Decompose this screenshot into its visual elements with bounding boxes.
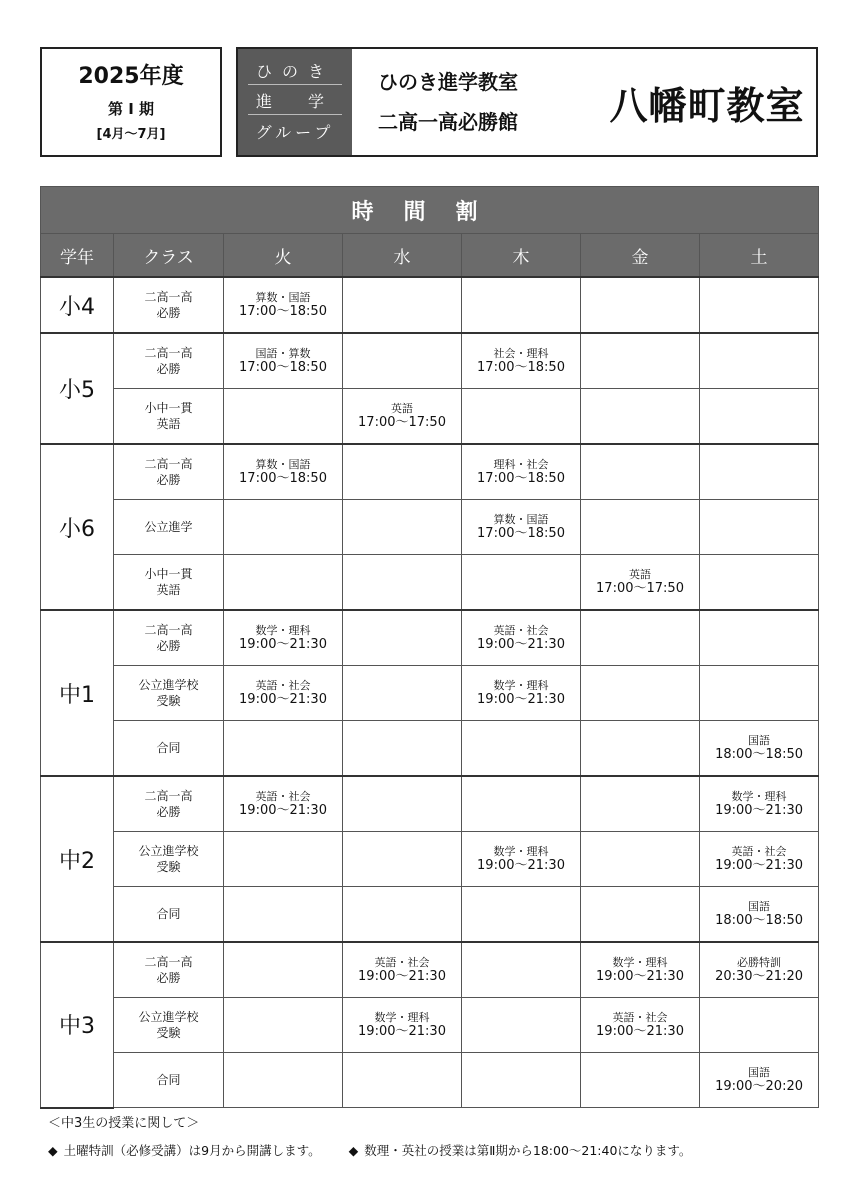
branch-name: 八幡町教室 (609, 83, 805, 128)
school-name-1: ひのき進学教室 (378, 70, 518, 94)
schedule-cell (581, 1053, 700, 1108)
schedule-cell: 英語・社会 19:00～21:30 (343, 942, 462, 998)
schedule-cell (224, 1053, 343, 1108)
diamond-icon: ◆ (48, 1143, 58, 1158)
timetable (40, 186, 819, 1109)
period-months: [4月～7月] (96, 127, 166, 142)
schedule-cell: 算数・国語 17:00～18:50 (224, 277, 343, 333)
table-row (41, 721, 819, 777)
table-row (41, 389, 819, 445)
schedule-cell: 英語 17:00～17:50 (581, 555, 700, 611)
class-cell: 合同 (114, 721, 224, 777)
schedule-cell (581, 776, 700, 832)
schedule-cell (462, 277, 581, 333)
schedule-cell (343, 610, 462, 666)
schedule-cell (224, 998, 343, 1053)
group-line-1: ひのき (248, 59, 342, 85)
note-item: ◆ 数理・英社の授業は第Ⅱ期から18:00～21:40になります。 (348, 1143, 692, 1158)
schedule-cell: 数学・理科 19:00～21:30 (224, 610, 343, 666)
schedule-cell: 英語・社会 19:00～21:30 (700, 832, 819, 887)
schedule-cell (343, 887, 462, 943)
schedule-cell: 数学・理科 19:00～21:30 (462, 832, 581, 887)
schedule-cell (581, 277, 700, 333)
schedule-cell (224, 555, 343, 611)
schedule-cell: 理科・社会 17:00～18:50 (462, 444, 581, 500)
class-cell: 公立進学校 受験 (114, 666, 224, 721)
schedule-cell: 英語・社会 19:00～21:30 (581, 998, 700, 1053)
schedule-cell (462, 555, 581, 611)
schedule-cell: 数学・理科 19:00～21:30 (343, 998, 462, 1053)
schedule-cell (581, 832, 700, 887)
schedule-cell (343, 555, 462, 611)
schedule-cell (343, 333, 462, 389)
schedule-cell (700, 389, 819, 445)
timetable-title: 時間割 (41, 187, 819, 234)
schedule-cell: 数学・理科 19:00～21:30 (581, 942, 700, 998)
schedule-cell: 数学・理科 19:00～21:30 (700, 776, 819, 832)
schedule-cell (700, 444, 819, 500)
table-row (41, 666, 819, 721)
table-row (41, 277, 819, 333)
schedule-cell (462, 1053, 581, 1108)
schedule-cell: 英語 17:00～17:50 (343, 389, 462, 445)
table-row (41, 333, 819, 389)
table-row (41, 776, 819, 832)
class-cell: 二高一高 必勝 (114, 444, 224, 500)
class-cell: 公立進学校 受験 (114, 832, 224, 887)
schedule-cell (462, 721, 581, 777)
schedule-cell: 国語 19:00～20:20 (700, 1053, 819, 1108)
schedule-cell: 社会・理科 17:00～18:50 (462, 333, 581, 389)
notes-heading: ＜中3生の授業に関して＞ (48, 1116, 200, 1131)
table-row (41, 500, 819, 555)
class-cell: 二高一高 必勝 (114, 776, 224, 832)
column-header: 水 (343, 234, 462, 278)
schedule-cell (224, 389, 343, 445)
grade-cell: 中3 (41, 942, 114, 1108)
class-cell: 合同 (114, 887, 224, 943)
column-header: 学年 (41, 234, 114, 278)
school-name-2: 二高一高必勝館 (378, 110, 518, 134)
column-header: 土 (700, 234, 819, 278)
schedule-cell (343, 444, 462, 500)
group-line-2: 進 学 (248, 89, 342, 115)
schedule-cell (224, 832, 343, 887)
table-row (41, 444, 819, 500)
schedule-cell (224, 721, 343, 777)
notes (48, 1112, 691, 1159)
table-row (41, 832, 819, 887)
schedule-cell: 必勝特訓 20:30～21:20 (700, 942, 819, 998)
column-header: 金 (581, 234, 700, 278)
schedule-cell: 英語・社会 19:00～21:30 (224, 666, 343, 721)
note-item: ◆ 土曜特訓（必修受講）は9月から開講します。 (48, 1143, 321, 1158)
schedule-cell (700, 610, 819, 666)
schedule-cell (343, 277, 462, 333)
schedule-cell (462, 389, 581, 445)
table-row (41, 555, 819, 611)
column-header: 木 (462, 234, 581, 278)
schedule-cell (581, 887, 700, 943)
schedule-cell (343, 1053, 462, 1108)
schedule-cell (224, 500, 343, 555)
schedule-cell (700, 666, 819, 721)
schedule-cell: 算数・国語 17:00～18:50 (224, 444, 343, 500)
schedule-cell (581, 610, 700, 666)
table-row (41, 887, 819, 943)
class-cell: 二高一高 必勝 (114, 942, 224, 998)
schedule-cell (224, 942, 343, 998)
schedule-cell: 国語 18:00～18:50 (700, 887, 819, 943)
schedule-cell (462, 776, 581, 832)
schedule-cell (700, 500, 819, 555)
grade-cell: 小6 (41, 444, 114, 610)
column-header: 火 (224, 234, 343, 278)
period-box (40, 47, 222, 157)
class-cell: 小中一貫 英語 (114, 389, 224, 445)
schedule-cell: 英語・社会 19:00～21:30 (462, 610, 581, 666)
grade-cell: 小4 (41, 277, 114, 333)
schedule-cell (343, 500, 462, 555)
class-cell: 公立進学 (114, 500, 224, 555)
class-cell: 合同 (114, 1053, 224, 1108)
schedule-cell: 数学・理科 19:00～21:30 (462, 666, 581, 721)
class-cell: 公立進学校 受験 (114, 998, 224, 1053)
schedule-cell (224, 887, 343, 943)
schedule-cell (581, 333, 700, 389)
schedule-cell: 国語・算数 17:00～18:50 (224, 333, 343, 389)
schedule-cell: 国語 18:00～18:50 (700, 721, 819, 777)
period-year: 2025年度 (78, 64, 184, 89)
schedule-cell (462, 998, 581, 1053)
class-cell: 二高一高 必勝 (114, 610, 224, 666)
table-row (41, 610, 819, 666)
grade-cell: 中1 (41, 610, 114, 776)
schedule-cell: 英語・社会 19:00～21:30 (224, 776, 343, 832)
schedule-cell (581, 666, 700, 721)
school-names (352, 49, 598, 155)
group-line-3: グループ (255, 122, 335, 142)
schedule-cell (700, 277, 819, 333)
schedule-cell (343, 721, 462, 777)
schedule-cell (581, 500, 700, 555)
grade-cell: 小5 (41, 333, 114, 444)
schedule-cell (343, 776, 462, 832)
schedule-cell (581, 721, 700, 777)
schedule-cell (581, 444, 700, 500)
schedule-cell (343, 666, 462, 721)
schedule-cell (700, 998, 819, 1053)
diamond-icon: ◆ (348, 1143, 359, 1158)
schedule-cell (700, 555, 819, 611)
schedule-cell (700, 333, 819, 389)
schedule-cell: 算数・国語 17:00～18:50 (462, 500, 581, 555)
class-cell: 小中一貫 英語 (114, 555, 224, 611)
table-row (41, 942, 819, 998)
table-row (41, 1053, 819, 1108)
schedule-cell (462, 887, 581, 943)
table-row (41, 998, 819, 1053)
schedule-cell (343, 832, 462, 887)
schedule-cell (581, 389, 700, 445)
class-cell: 二高一高 必勝 (114, 333, 224, 389)
column-header: クラス (114, 234, 224, 278)
period-term: 第 Ⅰ 期 (107, 100, 155, 118)
schedule-cell (462, 942, 581, 998)
class-cell: 二高一高 必勝 (114, 277, 224, 333)
group-logo (238, 49, 352, 155)
brand-box (236, 47, 818, 157)
grade-cell: 中2 (41, 776, 114, 942)
